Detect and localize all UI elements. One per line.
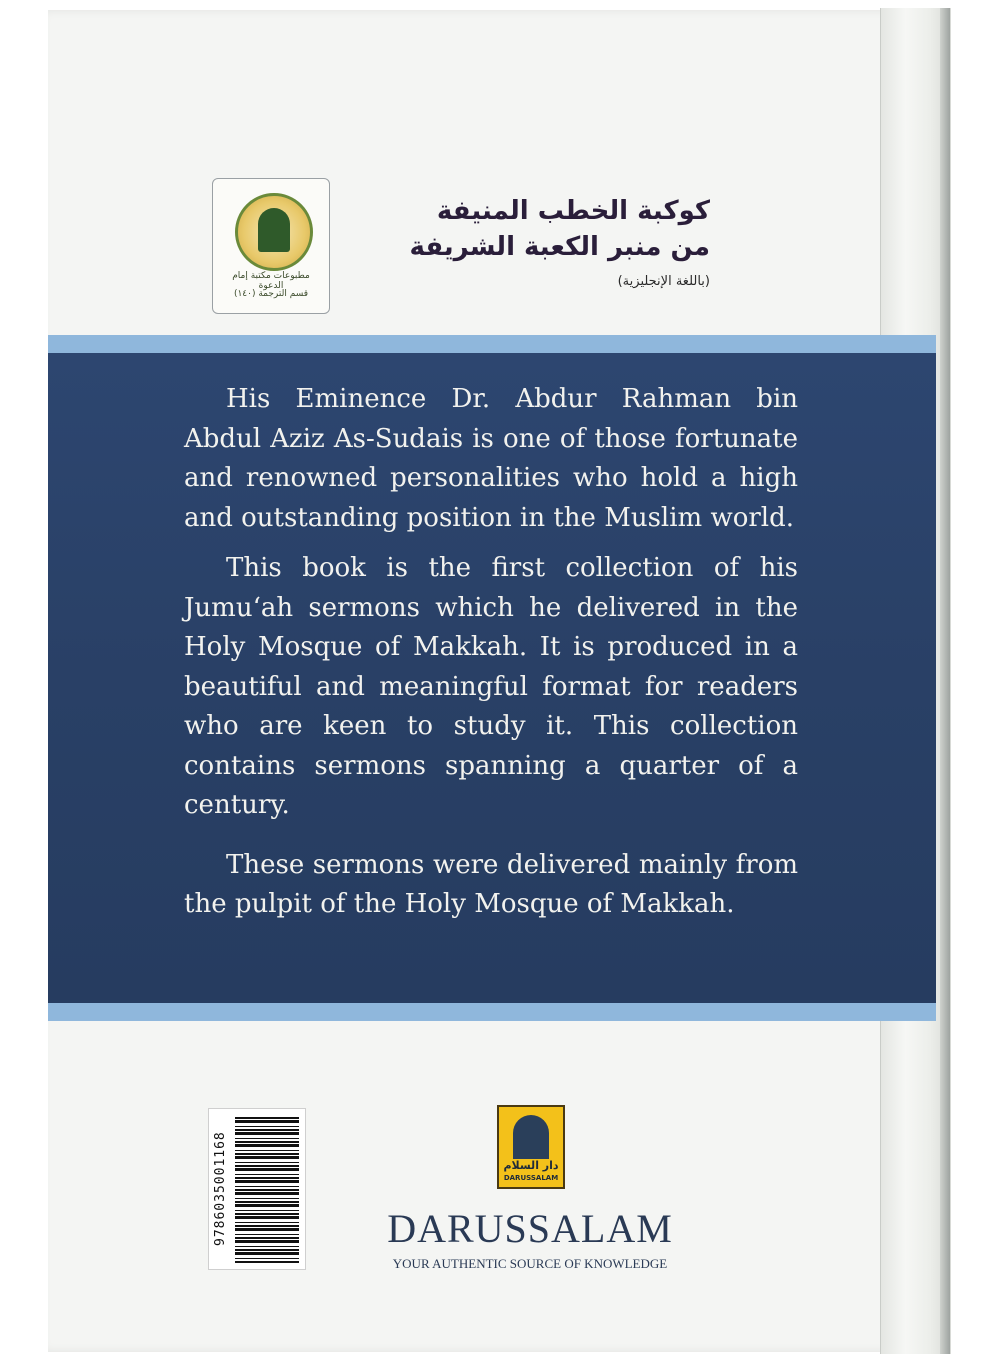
description-paragraph-1: His Eminence Dr. Abdur Rahman bin Abdul Aziz As-Sudais is one of those fortunate and renowned personalities who hold a high and outstanding position in the Muslim world. bbox=[184, 384, 798, 533]
logo-latin-text: DARUSSALAM bbox=[503, 1174, 559, 1182]
spine-edge bbox=[940, 8, 950, 1354]
barcode-icon bbox=[235, 1115, 299, 1263]
publisher-name: DARUSSALAM bbox=[387, 1206, 673, 1251]
arabic-title-line1: كوكبة الخطب المنيفة bbox=[436, 196, 710, 226]
description-paragraph-2: This book is the first collection of his Jumu‘ah sermons which he delivered in the Holy Mosque of Makkah. It is produced in a beautiful and meaningful format for readers who are keen to study it. This collection contains sermons spanning a quarter of a century. bbox=[184, 553, 798, 820]
description-paragraph-3: These sermons were delivered mainly from the pulpit of the Holy Mosque of Makkah. bbox=[184, 849, 798, 919]
stamp-emblem-icon bbox=[235, 193, 313, 271]
minaret-icon bbox=[513, 1115, 549, 1159]
light-blue-stripe-top bbox=[48, 335, 936, 353]
lamp-icon bbox=[258, 208, 290, 252]
book-description bbox=[184, 380, 798, 936]
isbn-number: 9786035001168 bbox=[213, 1131, 228, 1247]
arabic-title-line2: من منبر الكعبة الشريفة bbox=[409, 232, 710, 262]
publisher-stamp bbox=[212, 178, 330, 314]
publisher-tagline: YOUR AUTHENTIC SOURCE OF KNOWLEDGE bbox=[392, 1256, 668, 1271]
stamp-text-line1: مطبوعات مكتبة إمام الدعوة bbox=[232, 271, 310, 291]
logo-arabic-text: دار السلام bbox=[503, 1159, 559, 1172]
stamp-text-line2: قسم الترجمة (١٤٠) bbox=[233, 289, 309, 299]
isbn-barcode bbox=[208, 1108, 306, 1270]
darussalam-logo bbox=[497, 1105, 565, 1189]
arabic-subtitle: (باللغة الإنجليزية) bbox=[617, 274, 710, 289]
light-blue-stripe-bottom bbox=[48, 1003, 936, 1021]
